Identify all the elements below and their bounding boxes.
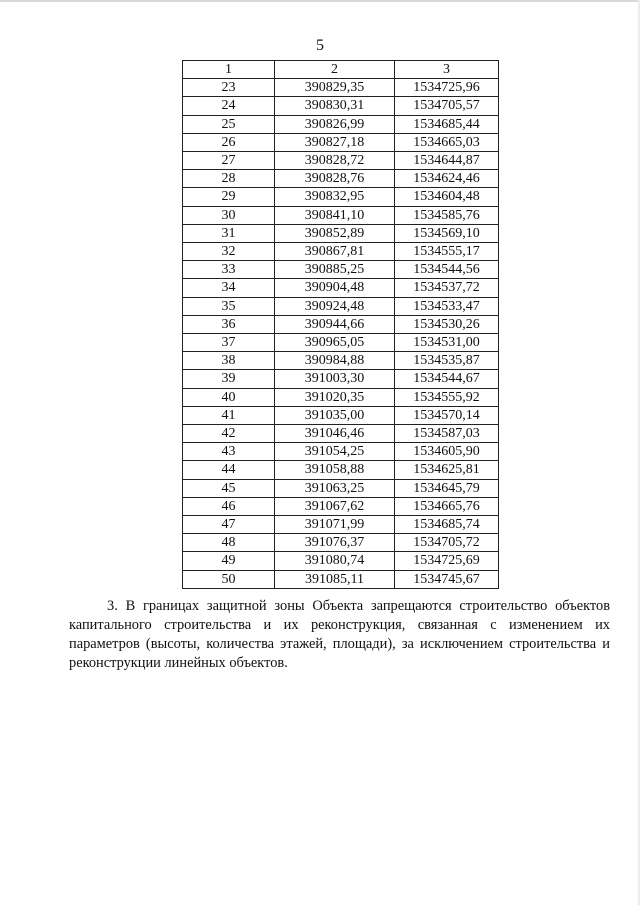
y-coordinate-cell: 1534555,17 (395, 243, 499, 261)
y-coordinate-cell: 1534604,48 (395, 188, 499, 206)
table-row (183, 352, 499, 370)
point-number-cell: 41 (183, 406, 275, 424)
y-coordinate-cell: 1534665,76 (395, 497, 499, 515)
x-coordinate-cell: 390828,72 (275, 152, 395, 170)
table-row (183, 79, 499, 97)
point-number-cell: 45 (183, 479, 275, 497)
x-coordinate-cell: 390924,48 (275, 297, 395, 315)
point-number-cell: 37 (183, 334, 275, 352)
x-coordinate-cell: 391063,25 (275, 479, 395, 497)
y-coordinate-cell: 1534685,74 (395, 516, 499, 534)
y-coordinate-cell: 1534625,81 (395, 461, 499, 479)
x-coordinate-cell: 391071,99 (275, 516, 395, 534)
y-coordinate-cell: 1534705,72 (395, 534, 499, 552)
x-coordinate-cell: 391067,62 (275, 497, 395, 515)
y-coordinate-cell: 1534725,96 (395, 79, 499, 97)
y-coordinate-cell: 1534531,00 (395, 334, 499, 352)
x-coordinate-cell: 390830,31 (275, 97, 395, 115)
table-row (183, 297, 499, 315)
y-coordinate-cell: 1534530,26 (395, 315, 499, 333)
x-coordinate-cell: 391046,46 (275, 425, 395, 443)
x-coordinate-cell: 391080,74 (275, 552, 395, 570)
table-body (183, 79, 499, 589)
point-number-cell: 31 (183, 224, 275, 242)
point-number-cell: 27 (183, 152, 275, 170)
y-coordinate-cell: 1534665,03 (395, 133, 499, 151)
y-coordinate-cell: 1534685,44 (395, 115, 499, 133)
y-coordinate-cell: 1534587,03 (395, 425, 499, 443)
point-number-cell: 40 (183, 388, 275, 406)
y-coordinate-cell: 1534537,72 (395, 279, 499, 297)
restriction-paragraph: 3. В границах защитной зоны Объекта запрещаются строительство объектов капитального строительства и их реконструкция, связанная с изменением их параметров (высоты, количества этажей, площади), за исключением строительства и реконструкции линейных объектов. (69, 598, 610, 671)
table-row (183, 315, 499, 333)
x-coordinate-cell: 391035,00 (275, 406, 395, 424)
table-row (183, 97, 499, 115)
point-number-cell: 47 (183, 516, 275, 534)
table-row (183, 516, 499, 534)
point-number-cell: 43 (183, 443, 275, 461)
x-coordinate-cell: 390965,05 (275, 334, 395, 352)
table-row (183, 279, 499, 297)
x-coordinate-cell: 390828,76 (275, 170, 395, 188)
table-row (183, 461, 499, 479)
y-coordinate-cell: 1534544,56 (395, 261, 499, 279)
table-row (183, 170, 499, 188)
y-coordinate-cell: 1534555,92 (395, 388, 499, 406)
table-row (183, 570, 499, 588)
point-number-cell: 35 (183, 297, 275, 315)
x-coordinate-cell: 391054,25 (275, 443, 395, 461)
table-row (183, 115, 499, 133)
table-row (183, 406, 499, 424)
coordinates-table (182, 60, 499, 589)
point-number-cell: 29 (183, 188, 275, 206)
point-number-cell: 28 (183, 170, 275, 188)
table-row (183, 497, 499, 515)
y-coordinate-cell: 1534725,69 (395, 552, 499, 570)
table-row (183, 552, 499, 570)
table-row (183, 243, 499, 261)
y-coordinate-cell: 1534544,67 (395, 370, 499, 388)
x-coordinate-cell: 391058,88 (275, 461, 395, 479)
table-row (183, 534, 499, 552)
x-coordinate-cell: 391085,11 (275, 570, 395, 588)
point-number-cell: 48 (183, 534, 275, 552)
x-coordinate-cell: 390885,25 (275, 261, 395, 279)
point-number-cell: 42 (183, 425, 275, 443)
table-row (183, 443, 499, 461)
x-coordinate-cell: 390832,95 (275, 188, 395, 206)
point-number-cell: 33 (183, 261, 275, 279)
table-row (183, 370, 499, 388)
x-coordinate-cell: 390984,88 (275, 352, 395, 370)
x-coordinate-cell: 391076,37 (275, 534, 395, 552)
point-number-cell: 26 (183, 133, 275, 151)
x-coordinate-cell: 390867,81 (275, 243, 395, 261)
x-coordinate-cell: 390944,66 (275, 315, 395, 333)
point-number-cell: 50 (183, 570, 275, 588)
y-coordinate-cell: 1534569,10 (395, 224, 499, 242)
point-number-cell: 24 (183, 97, 275, 115)
y-coordinate-cell: 1534533,47 (395, 297, 499, 315)
x-coordinate-cell: 390829,35 (275, 79, 395, 97)
y-coordinate-cell: 1534705,57 (395, 97, 499, 115)
x-coordinate-cell: 390841,10 (275, 206, 395, 224)
point-number-cell: 39 (183, 370, 275, 388)
x-coordinate-cell: 390826,99 (275, 115, 395, 133)
table-header-row (183, 61, 499, 79)
x-coordinate-cell: 391020,35 (275, 388, 395, 406)
scan-top-edge (0, 0, 640, 2)
table-row (183, 425, 499, 443)
point-number-cell: 36 (183, 315, 275, 333)
y-coordinate-cell: 1534624,46 (395, 170, 499, 188)
table-row (183, 133, 499, 151)
table-row (183, 334, 499, 352)
table-row (183, 388, 499, 406)
point-number-cell: 30 (183, 206, 275, 224)
table-row (183, 188, 499, 206)
x-coordinate-cell: 390852,89 (275, 224, 395, 242)
y-coordinate-cell: 1534644,87 (395, 152, 499, 170)
point-number-cell: 46 (183, 497, 275, 515)
y-coordinate-cell: 1534605,90 (395, 443, 499, 461)
table-row (183, 152, 499, 170)
point-number-cell: 25 (183, 115, 275, 133)
x-coordinate-cell: 390827,18 (275, 133, 395, 151)
y-coordinate-cell: 1534570,14 (395, 406, 499, 424)
table-row (183, 261, 499, 279)
x-coordinate-cell: 391003,30 (275, 370, 395, 388)
point-number-cell: 32 (183, 243, 275, 261)
y-coordinate-cell: 1534585,76 (395, 206, 499, 224)
point-number-cell: 49 (183, 552, 275, 570)
point-number-cell: 34 (183, 279, 275, 297)
column-header: 2 (275, 61, 395, 79)
table-row (183, 206, 499, 224)
table-row (183, 224, 499, 242)
y-coordinate-cell: 1534535,87 (395, 352, 499, 370)
y-coordinate-cell: 1534745,67 (395, 570, 499, 588)
table-row (183, 479, 499, 497)
point-number-cell: 38 (183, 352, 275, 370)
x-coordinate-cell: 390904,48 (275, 279, 395, 297)
column-header: 3 (395, 61, 499, 79)
column-header: 1 (183, 61, 275, 79)
point-number-cell: 23 (183, 79, 275, 97)
y-coordinate-cell: 1534645,79 (395, 479, 499, 497)
page-number: 5 (316, 37, 324, 54)
point-number-cell: 44 (183, 461, 275, 479)
